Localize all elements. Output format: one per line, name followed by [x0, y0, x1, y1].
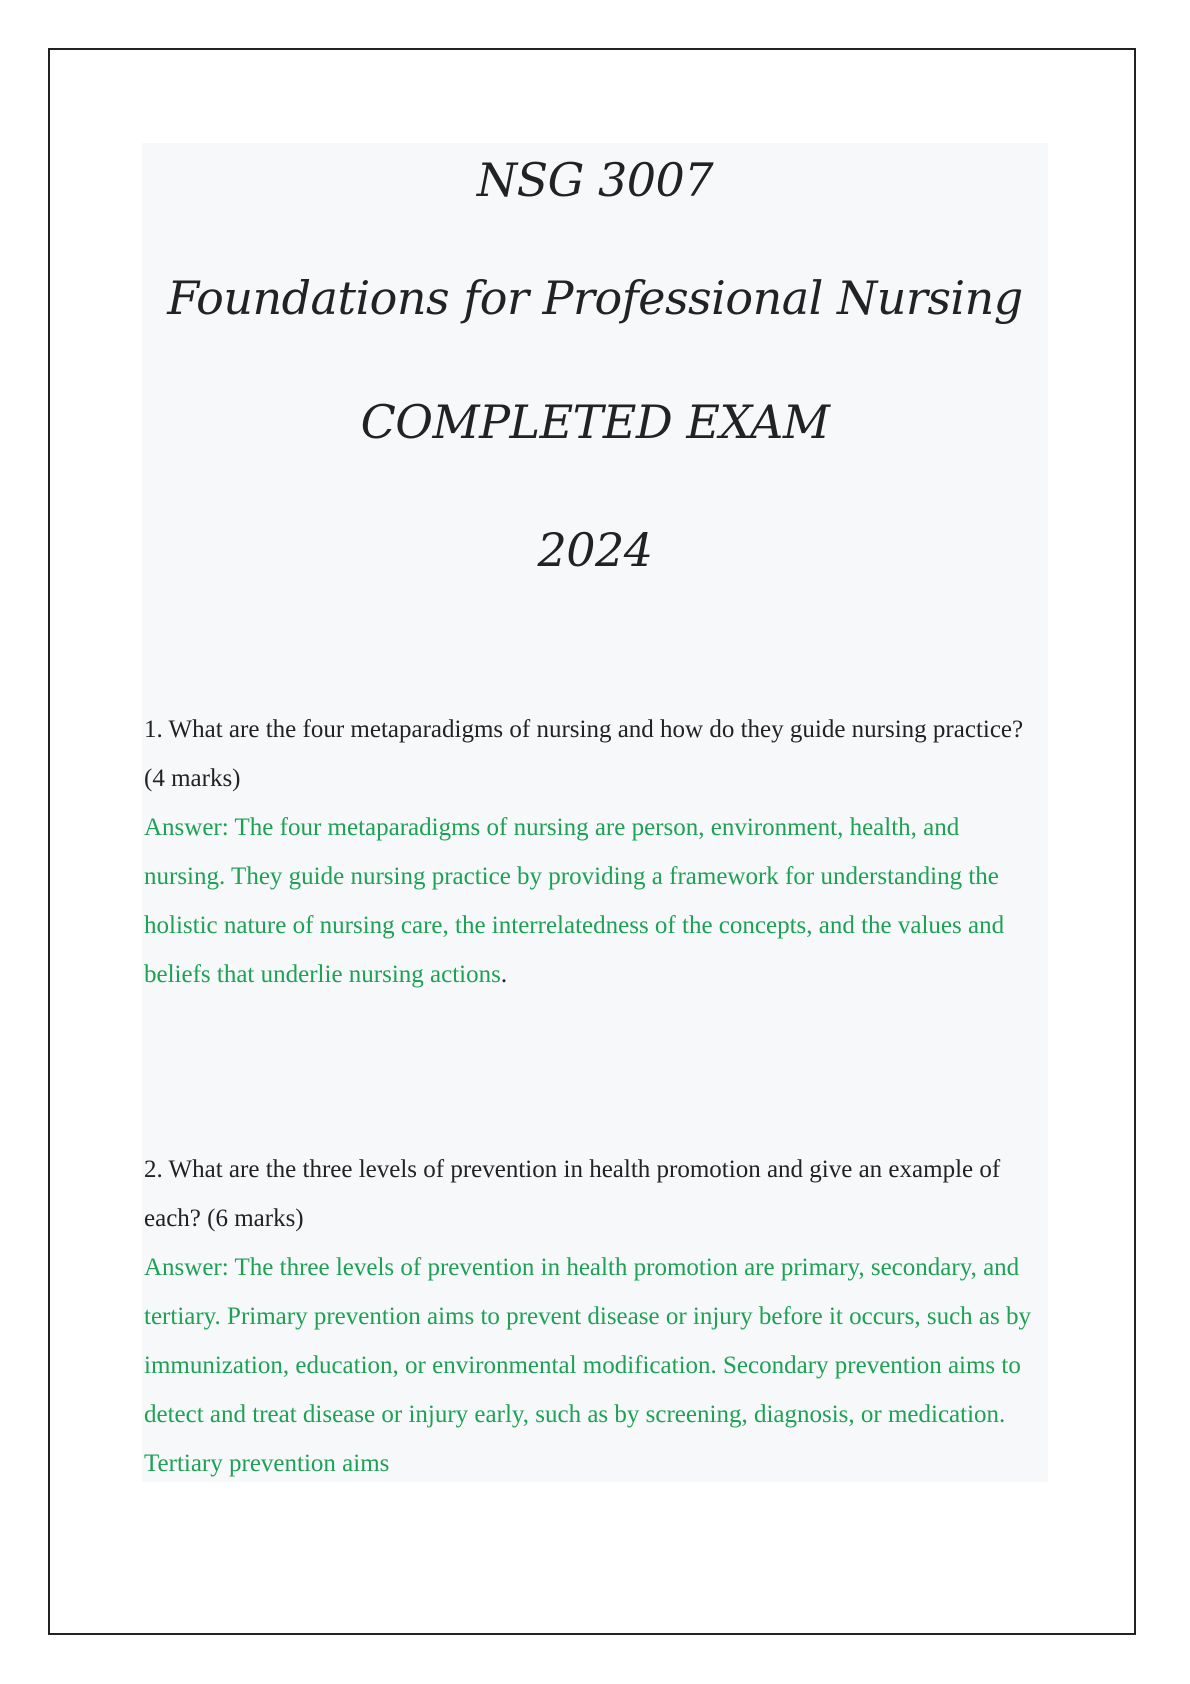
course-title-heading: Foundations for Professional Nursing — [167, 271, 1023, 325]
question-block-2 — [144, 1145, 1044, 1488]
exam-year-heading: 2024 — [537, 523, 653, 577]
document-page — [142, 143, 1048, 1482]
exam-label-heading: COMPLETED EXAM — [360, 395, 830, 449]
question-text: 1. What are the four metaparadigms of nursing and how do they guide nursing practice? (4 marks) — [144, 716, 1024, 792]
question-block-1 — [144, 705, 1044, 999]
question-text: 2. What are the three levels of prevention in health promotion and give an example of each? (6 marks) — [144, 1156, 1001, 1232]
answer-text — [144, 1243, 1044, 1488]
course-code-heading: NSG 3007 — [476, 153, 714, 207]
answer-tail: . — [500, 961, 508, 988]
answer-body: Answer: The three levels of prevention in health promotion are primary, secondary, and tertiary. Primary prevention aims to prevent disease or injury before it occurs, such as by immunization, education, or environmental modification. Secondary prevention aims to detect and treat disease or injury early, such as by screening, diagnosis, or medication. Tertiary prevention aims — [144, 1254, 1031, 1477]
answer-text — [144, 803, 1044, 999]
answer-body: Answer: The four metaparadigms of nursing are person, environment, health, and nursing. They guide nursing practice by providing a framework for understanding the holistic nature of nursing care, the interrelatedness of the concepts, and the values and beliefs that underlie nursing actions — [144, 814, 1005, 988]
